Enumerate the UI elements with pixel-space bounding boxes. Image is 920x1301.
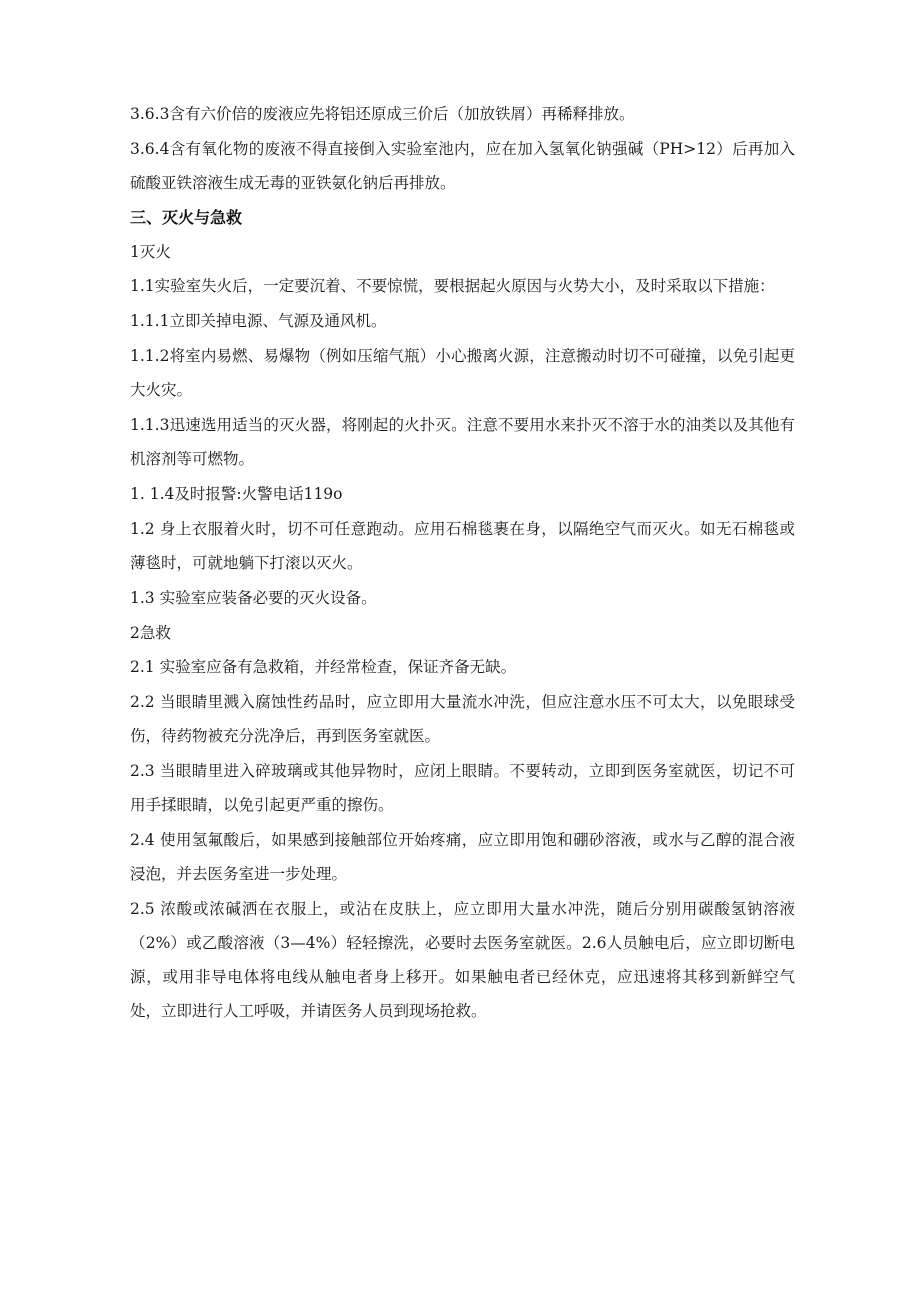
paragraph-1-1-4: 1. 1.4及时报警:火警电话119o — [130, 485, 343, 503]
paragraph-1-1: 1.1实验室失火后，一定要沉着、不要惊慌，要根据起火原因与火势大小，及时采取以下措施： — [130, 277, 775, 295]
paragraph-3-6-4: 3.6.4含有氧化物的废液不得直接倒入实验室池内，应在加入氢氧化钠强碱（PH>12）后再加入硫酸亚铁溶液生成无毒的亚铁氨化钠后再排放。 — [130, 140, 795, 192]
paragraph-1-2: 1.2 身上衣服着火时，切不可任意跑动。应用石棉毯裹在身，以隔绝空气而灭火。如无石棉毯或薄毯时，可就地躺下打滚以灭火。 — [130, 520, 795, 572]
paragraph-2-3: 2.3 当眼睛里进入碎玻璃或其他异物时，应闭上眼睛。不要转动，立即到医务室就医，切记不可用手揉眼睛，以免引起更严重的擦伤。 — [130, 762, 795, 814]
subheading-first-aid: 2急救 — [130, 624, 171, 642]
paragraph-1-1-3: 1.1.3迅速选用适当的灭火器，将刚起的火扑灭。注意不要用水来扑灭不溶于水的油类以及其他有机溶剂等可燃物。 — [130, 416, 795, 468]
paragraph-2-1: 2.1 实验室应备有急救箱，并经常检查，保证齐备无缺。 — [130, 658, 517, 676]
document-body — [130, 97, 795, 1029]
paragraph-3-6-3: 3.6.3含有六价倍的废液应先将铝还原成三价后（加放铁屑）再稀释排放。 — [130, 105, 635, 123]
paragraph-2-4: 2.4 使用氢氟酸后，如果感到接触部位开始疼痛，应立即用饱和硼砂溶液，或水与乙醇的混合液浸泡，并去医务室进一步处理。 — [130, 831, 795, 883]
paragraph-1-3: 1.3 实验室应装备必要的灭火设备。 — [130, 589, 377, 607]
paragraph-1-1-1: 1.1.1立即关掉电源、气源及通风机。 — [130, 312, 387, 330]
paragraph-1-1-2: 1.1.2将室内易燃、易爆物（例如压缩气瓶）小心搬离火源，注意搬动时切不可碰撞，以免引起更大火灾。 — [130, 347, 795, 399]
paragraph-2-2: 2.2 当眼睛里溅入腐蚀性药品时，应立即用大量流水冲洗，但应注意水压不可太大，以免眼球受伤，待药物被充分洗净后，再到医务室就医。 — [130, 693, 795, 745]
section-heading-fire-and-first-aid: 三、灭火与急救 — [130, 208, 243, 227]
paragraph-2-5-2-6: 2.5 浓酸或浓碱洒在衣服上，或沾在皮肤上，应立即用大量水冲洗，随后分别用碳酸氢钠溶液（2%）或乙酸溶液（3—4%）轻轻擦洗，必要时去医务室就医。2.6人员触电后，应立即切断电源，或用非导电体将电线从触电者身上移开。如果触电者已经休克，应迅速将其移到新鲜空气处，立即进行人工呼吸，并请医务人员到现场抢救。 — [130, 900, 795, 1020]
subheading-fire: 1灭火 — [130, 243, 171, 261]
